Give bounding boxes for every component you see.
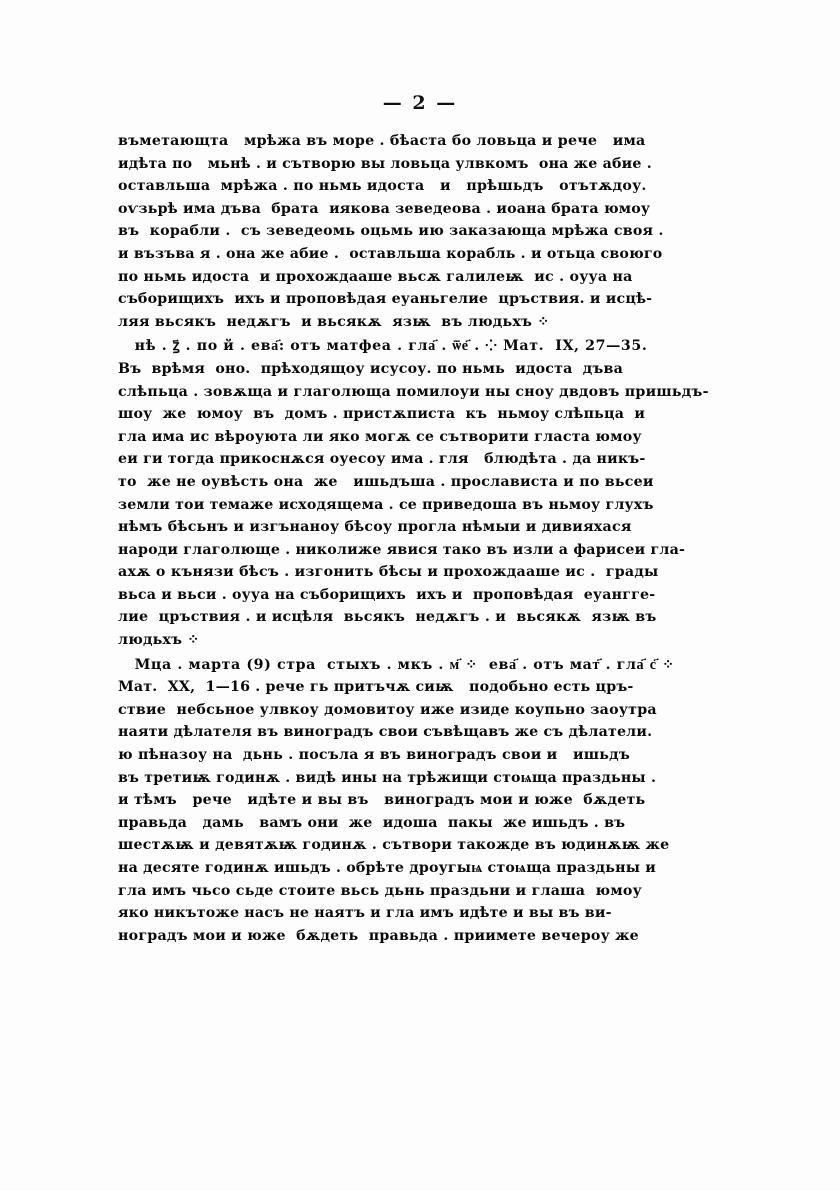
text-line: оставльша мрѣжа . по ньмь идоста и прѣшьдъ отътѫдоу.: [118, 178, 647, 195]
text-line: наяти дѣлателя въ виноградъ свои съвѣщавъ же съ дѣлатели.: [118, 724, 653, 741]
text-line: гла има ис вѣроуюта ли яко могѫ се сътворити гласта юмоу: [118, 428, 642, 445]
text-line: Мат. XX, 1—16 . рече гь притъчѫ сиѭ подобьно есть цръ-: [118, 679, 634, 696]
text-line: оѵзьрѣ има дъва брата иякова зеведеова . иоана брата юмоу: [118, 200, 651, 217]
rubric-line: Мца . марта (9) стра стыхъ . мкъ . м҃ ⁘ ева҃ . отъ мат҃ . гла҃ с҃ ⁘: [118, 656, 675, 673]
text-line: по ньмь идоста и прохождааше вьсѫ галилеѭ ис . оууа на: [118, 268, 633, 285]
text-line: нѣмъ бѣсьнъ и изгънаноу бѣсоу прогла нѣмыи и дивияхася: [118, 519, 632, 536]
paragraph-2: [118, 335, 726, 651]
text-line: ляя вьсякъ недѫгъ и вьсякѫ язѭ въ людьхъ ⁘: [118, 313, 550, 330]
text-line: слѣпьца . зовѫща и глаголюща помилоуи ны сноу двдовъ пришьдъ-: [118, 383, 709, 400]
text-line: въметающта мрѣжа въ море . бѣаста бо ловьца и рече има: [118, 133, 646, 149]
text-line: ю пѣназоу на дьнь . посъла я въ виноградъ свои и ишьдъ: [118, 747, 631, 764]
text-line: въ третиѭ годинѫ . видѣ ины на трѣжищи стоѩща праздьны .: [118, 769, 657, 786]
text-line: ноградъ мои и юже бѫдеть правьда . приимете вечероу же: [118, 927, 639, 944]
text-line: народи глаголюще . николиже явися тако въ изли а фарисеи гла-: [118, 541, 686, 558]
text-line: земли тои темаже исходящема . се приведоша въ ньмоу глухъ: [118, 496, 654, 513]
paragraph-1: [118, 130, 726, 333]
text-line: яко никътоже насъ не наятъ и гла имъ идѣте и вы въ ви-: [118, 905, 612, 922]
text-line: Въ врѣмя оно. прѣходящоу исусоу. по ньмь идоста дъва: [118, 360, 623, 377]
text-line: и тѣмъ рече идѣте и вы въ виноградъ мои и юже бѫдеть: [118, 792, 646, 809]
text-line: и възъва я . она же абие . оставльша корабль . и отьца своюго: [118, 245, 663, 262]
text-line: на десяте годинѫ ишьдъ . обрѣте дроугыѩ стоѩща праздьны и: [118, 860, 656, 876]
text-line: вьса и вьси . оууа на съборищихъ ихъ и проповѣдая еуангге-: [118, 586, 656, 603]
text-line: гла имъ чьсо сьде стоите вьсь дьнь праздьни и глаша юмоу: [118, 882, 642, 899]
text-line: правьда дамь вамъ они же идоша пакы же ишьдъ . въ: [118, 814, 626, 831]
text-line: съборищихъ ихъ и проповѣдая еуаньгелие цръствия. и исцѣ-: [118, 291, 653, 308]
text-line: еи ги тогда прикоснѫся оуесоу има . гля блюдѣта . да никъ-: [118, 451, 646, 468]
text-line: въ корабли . съ зеведеомь оцьмь ию заказающа мрѣжа своя .: [118, 223, 664, 240]
text-line: ствие небсьное улвкоу домовитоу иже изиде коупьно заоутра: [118, 701, 657, 718]
text-line: лие цръствия . и исцѣля вьсякъ недѫгъ . и вьсякѫ язѭ въ: [118, 609, 657, 626]
text-line: шестѫѭ и девятѫѭ годинѫ . сътвори такожде въ юдинѫѭ же: [118, 837, 670, 854]
text-line: ахѫ о кънязи бѣсъ . изгонить бѣсы и прохождааше ис . грады: [118, 564, 659, 581]
text-line: идѣта по мьнѣ . и сътворю вы ловьца улвкомъ она же абие .: [118, 155, 652, 172]
page-number: — 2 —: [382, 92, 458, 114]
text-line: людьхъ ⁘: [118, 632, 200, 649]
paragraph-3: [118, 654, 726, 948]
page-body: [118, 130, 726, 949]
text-line: шоу же юмоу въ домъ . пристѫписта къ ньмоу слѣпьца и: [118, 406, 646, 423]
text-line: то же не оувѣсть она же ишьдъша . прослависта и по вьсеи: [118, 473, 654, 490]
rubric-line: нѣ . ꙁ҃ . по й . ева҃: отъ матфеа . гла҃ . ѿе҃ . ⁘ Мат. IX, 27—35.: [118, 338, 648, 355]
